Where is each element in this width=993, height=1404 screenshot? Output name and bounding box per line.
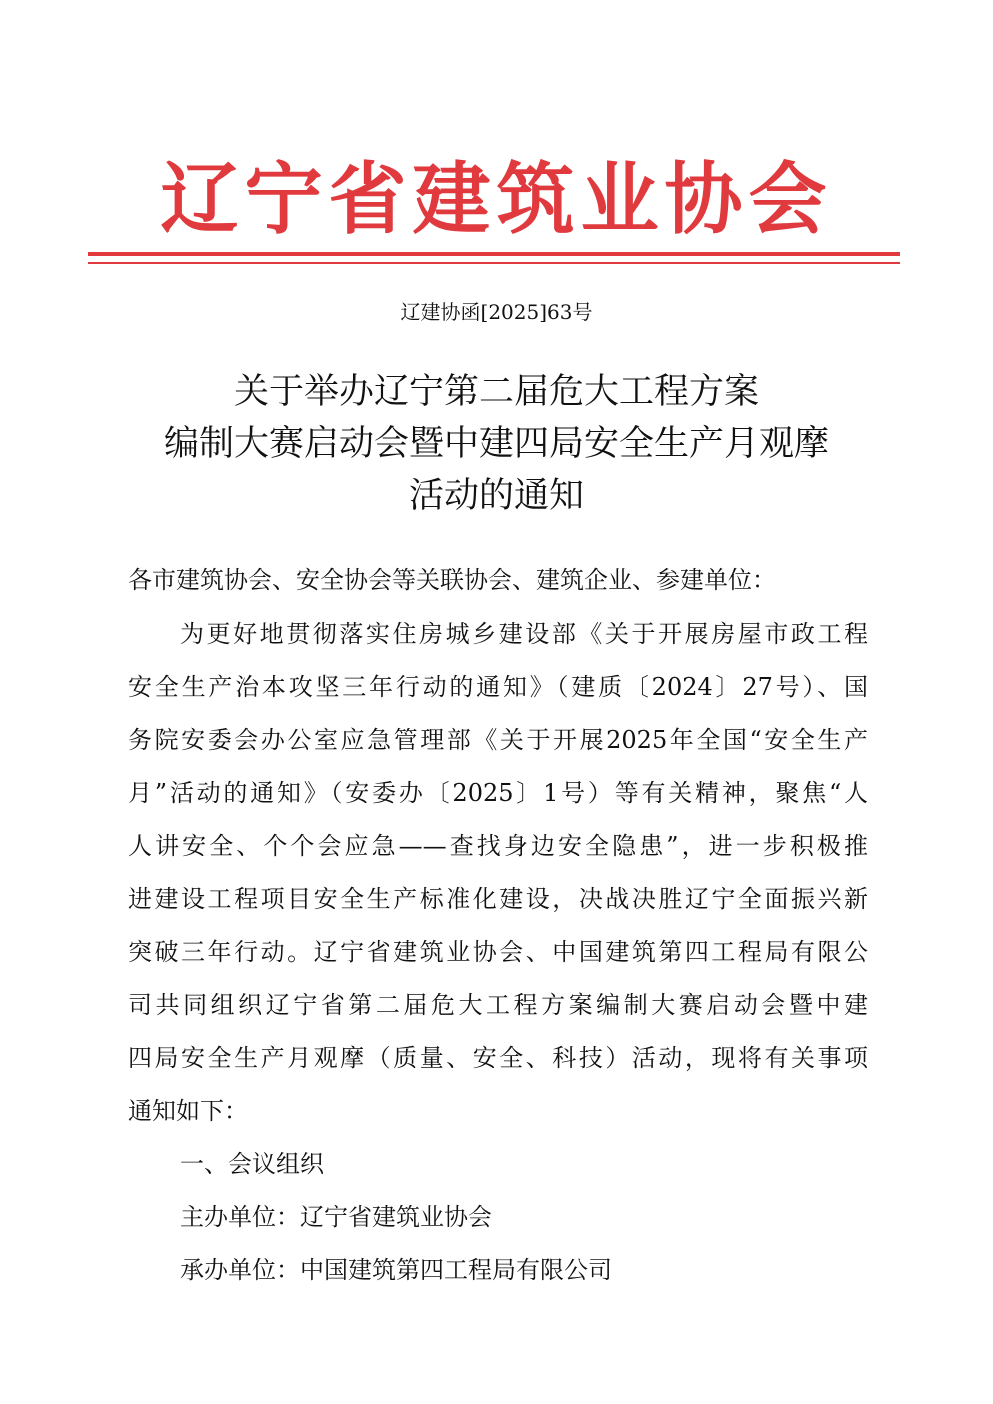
paragraph-line: 进建设工程项目安全生产标准化建设，决战决胜辽宁全面振兴新	[128, 885, 868, 913]
document-number: 辽建协函[2025]63号	[400, 300, 593, 324]
salutation: 各市建筑协会、安全协会等关联协会、建筑企业、参建单位：	[128, 566, 776, 594]
letterhead-org-name: 辽宁省建筑业协会	[160, 154, 833, 245]
letterhead-red-rule-thin	[88, 262, 900, 264]
paragraph-line: 月”活动的通知》（安委办〔2025〕1号）等有关精神，聚焦“人	[128, 779, 868, 807]
section-heading: 一、会议组织	[180, 1150, 324, 1178]
title-line: 关于举办辽宁第二届危大工程方案	[233, 372, 759, 412]
paragraph-line: 四局安全生产月观摩（质量、安全、科技）活动，现将有关事项	[128, 1044, 868, 1072]
co-organizer-line: 承办单位：中国建筑第四工程局有限公司	[180, 1256, 612, 1284]
paragraph-line: 通知如下：	[128, 1097, 248, 1125]
paragraph-line: 司共同组织辽宁省第二届危大工程方案编制大赛启动会暨中建	[128, 991, 868, 1019]
letterhead-red-rule-thick	[88, 252, 900, 256]
paragraph-line: 为更好地贯彻落实住房城乡建设部《关于开展房屋市政工程	[180, 620, 868, 648]
document-title	[80, 366, 913, 522]
organizer-line: 主办单位：辽宁省建筑业协会	[180, 1203, 492, 1231]
title-line: 活动的通知	[408, 476, 584, 516]
paragraph-line: 人讲安全、个个会应急——查找身边安全隐患”，进一步积极推	[128, 832, 868, 860]
paragraph-line: 安全生产治本攻坚三年行动的通知》（建质〔2024〕27号）、国	[128, 673, 868, 701]
body-text	[128, 608, 868, 1297]
paragraph-line: 突破三年行动。辽宁省建筑业协会、中国建筑第四工程局有限公	[128, 938, 868, 966]
paragraph-line: 务院安委会办公室应急管理部《关于开展2025年全国“安全生产	[128, 726, 868, 754]
title-line: 编制大赛启动会暨中建四局安全生产月观摩	[163, 424, 829, 464]
